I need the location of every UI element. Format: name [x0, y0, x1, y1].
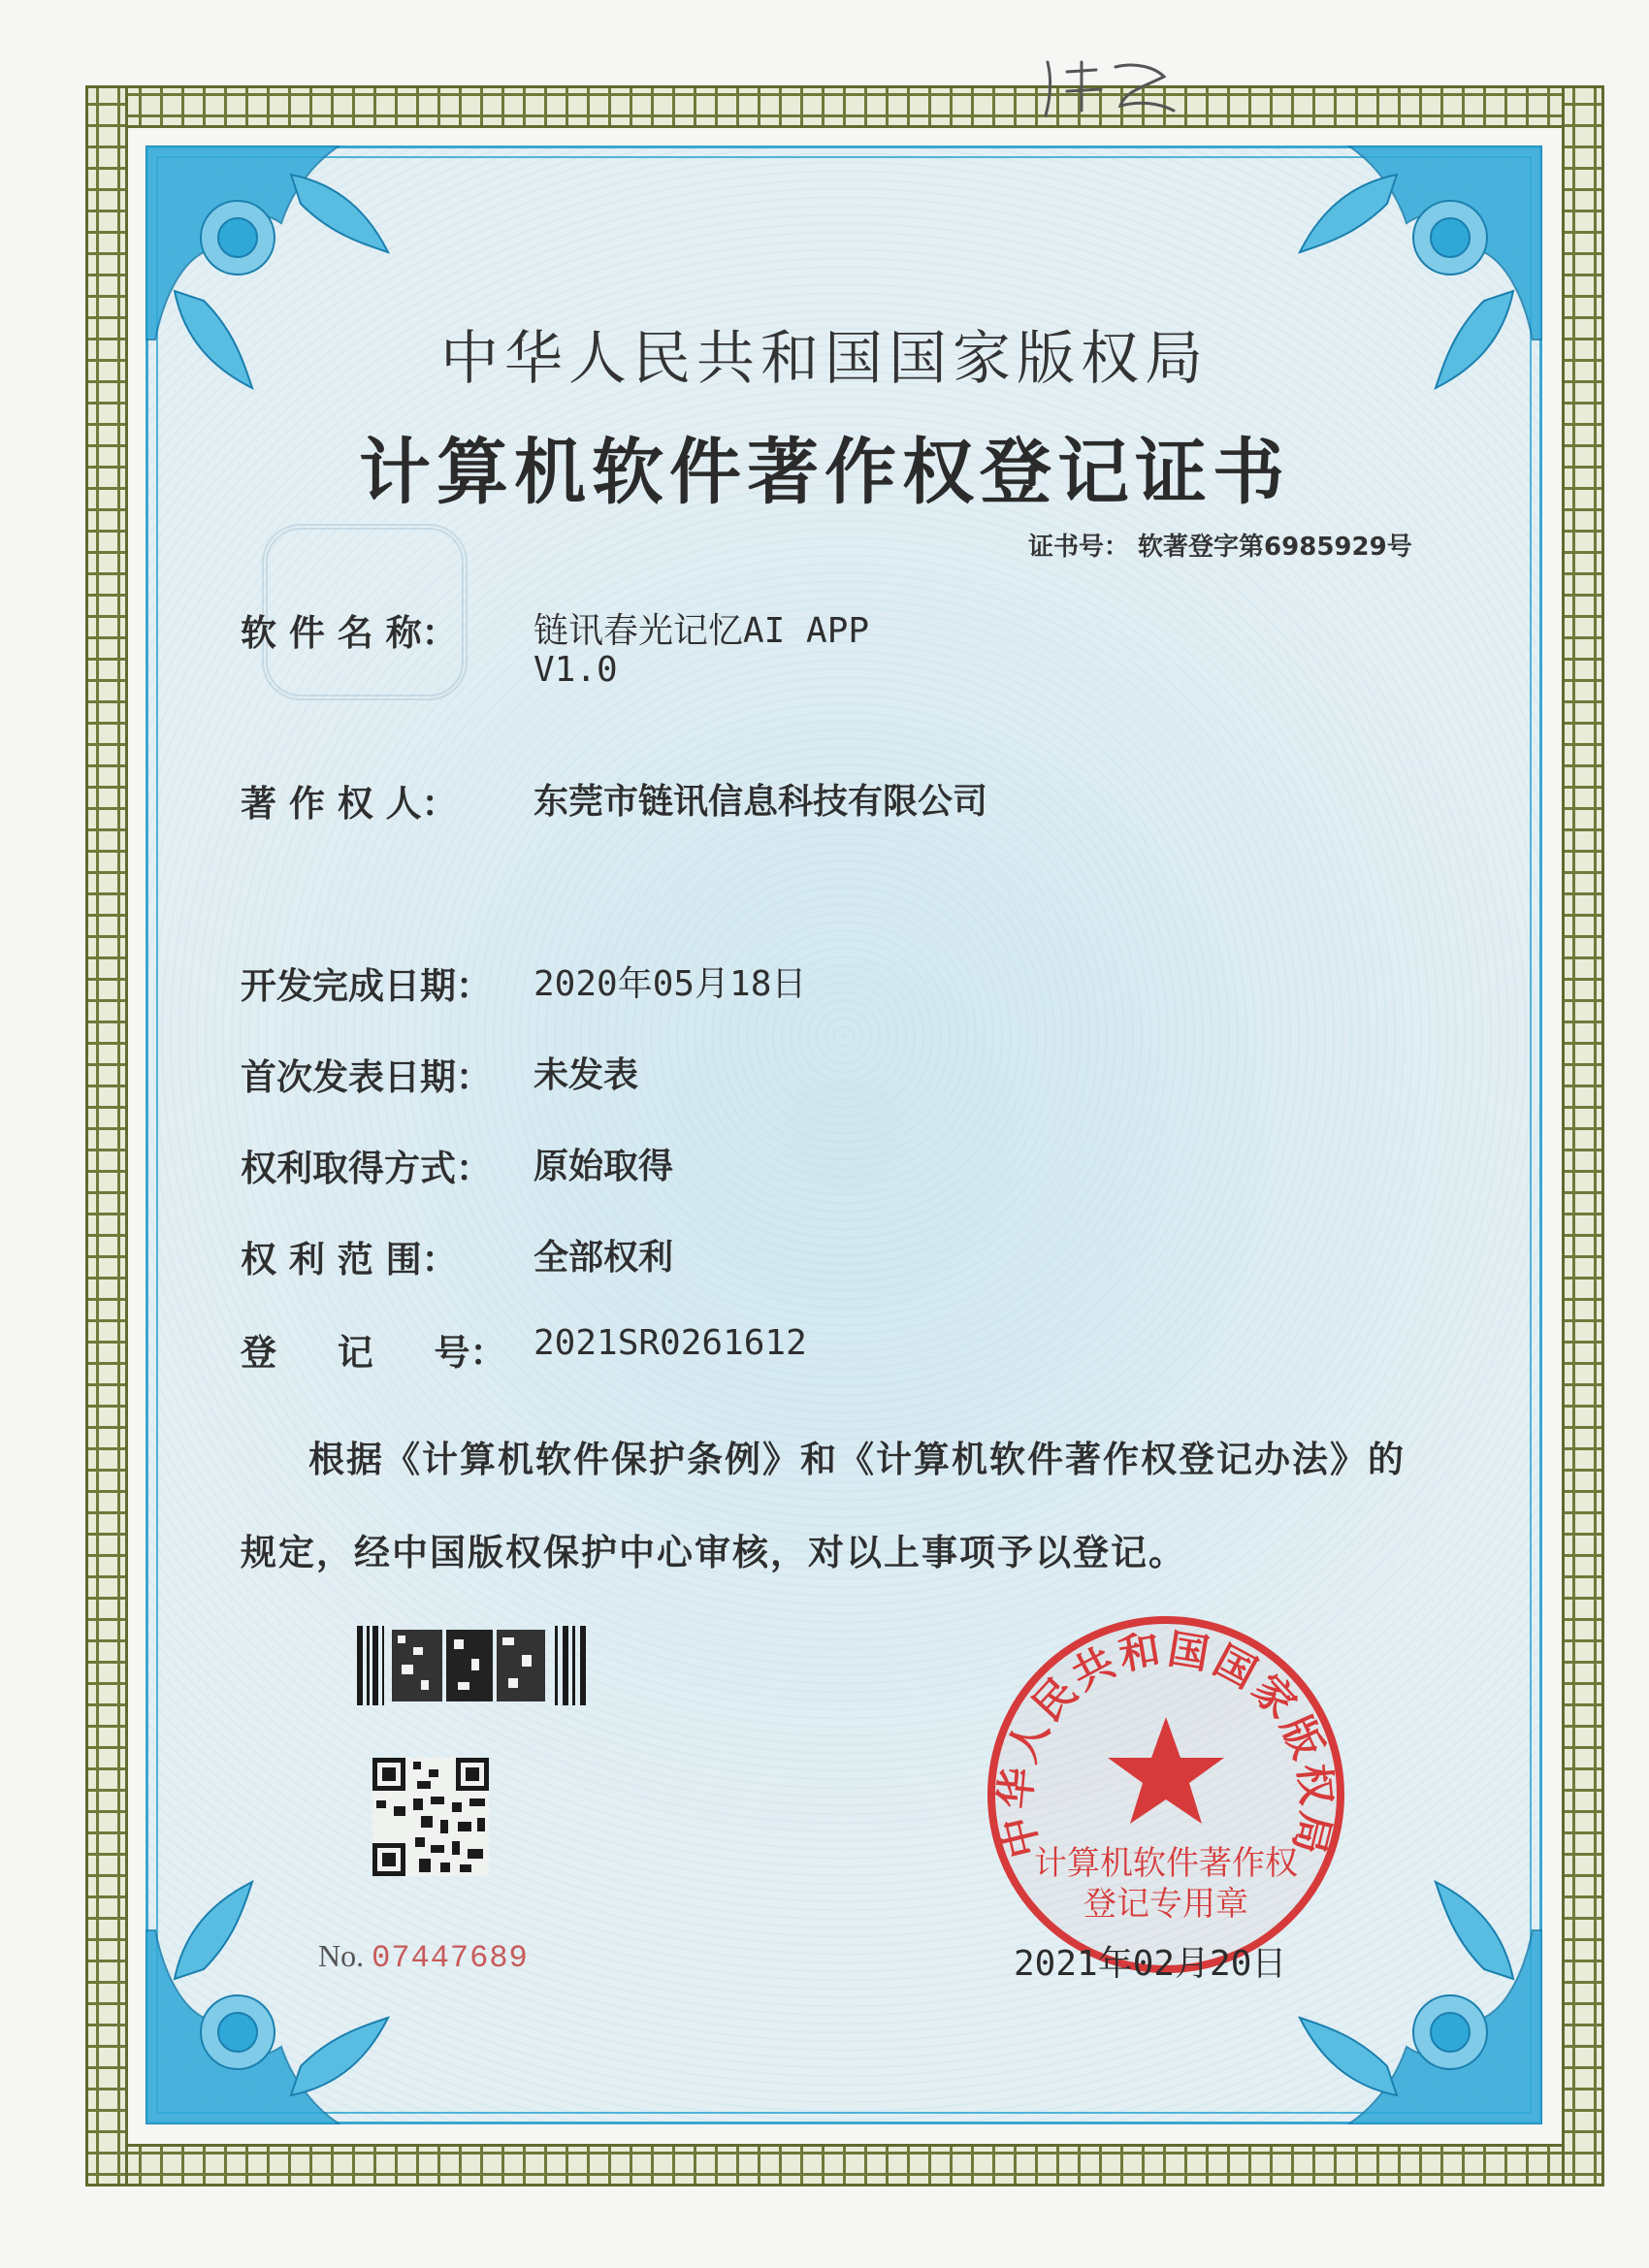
qr-code [372, 1758, 489, 1876]
certificate-title: 计算机软件著作权登记证书 [359, 431, 1290, 514]
border-left [85, 85, 128, 2187]
seal-inner-line1: 计算机软件著作权 [1034, 1844, 1298, 1883]
official-seal [984, 1612, 1348, 1977]
border-bottom [85, 2144, 1604, 2187]
acquisition-method-label: 权利取得方式： [241, 1148, 492, 1189]
serial-prefix: No. [318, 1938, 365, 1973]
serial-number-value: 07447689 [372, 1940, 529, 1976]
rights-scope-label: 权 利 范 围： [241, 1239, 458, 1280]
issuing-authority: 中华人民共和国国家版权局 [440, 325, 1209, 393]
completion-date-value: 2020年05月18日 [534, 964, 807, 1004]
seal-outer-text: 中华人民共和国国家版权局 [990, 1624, 1342, 1863]
copyright-owner-value: 东莞市链讯信息科技有限公司 [534, 782, 988, 822]
issue-date: 2021年02月20日 [1014, 1944, 1287, 1984]
acquisition-method-value: 原始取得 [534, 1147, 674, 1186]
software-name-label: 软 件 名 称： [241, 612, 458, 654]
first-publication-label: 首次发表日期： [241, 1056, 492, 1098]
seal-inner-line2: 登记专用章 [1083, 1885, 1248, 1924]
rights-scope-value: 全部权利 [534, 1238, 674, 1278]
statement-line2: 规定，经中国版权保护中心审核，对以上事项予以登记。 [241, 1532, 1186, 1573]
copyright-owner-label: 著 作 权 人： [241, 783, 458, 825]
corner-ornament-bottom-left [146, 1853, 417, 2124]
border-top [85, 85, 1604, 128]
statement-line1: 根据《计算机软件保护条例》和《计算机软件著作权登记办法》的 [308, 1439, 1406, 1480]
serial-number [318, 1938, 529, 1976]
border-right [1562, 85, 1604, 2187]
software-name-line1: 链讯春光记忆AI APP [534, 611, 870, 651]
barcode [357, 1626, 590, 1705]
completion-date-label: 开发完成日期： [241, 965, 492, 1007]
certificate-number: 证书号： 软著登字第6985929号 [1028, 533, 1412, 562]
first-publication-value: 未发表 [534, 1055, 639, 1095]
registration-number-value: 2021SR0261612 [534, 1323, 807, 1363]
handwritten-mark [1028, 43, 1193, 130]
registration-number-label: 登 记 号： [241, 1332, 506, 1374]
software-name-line2: V1.0 [534, 650, 618, 690]
